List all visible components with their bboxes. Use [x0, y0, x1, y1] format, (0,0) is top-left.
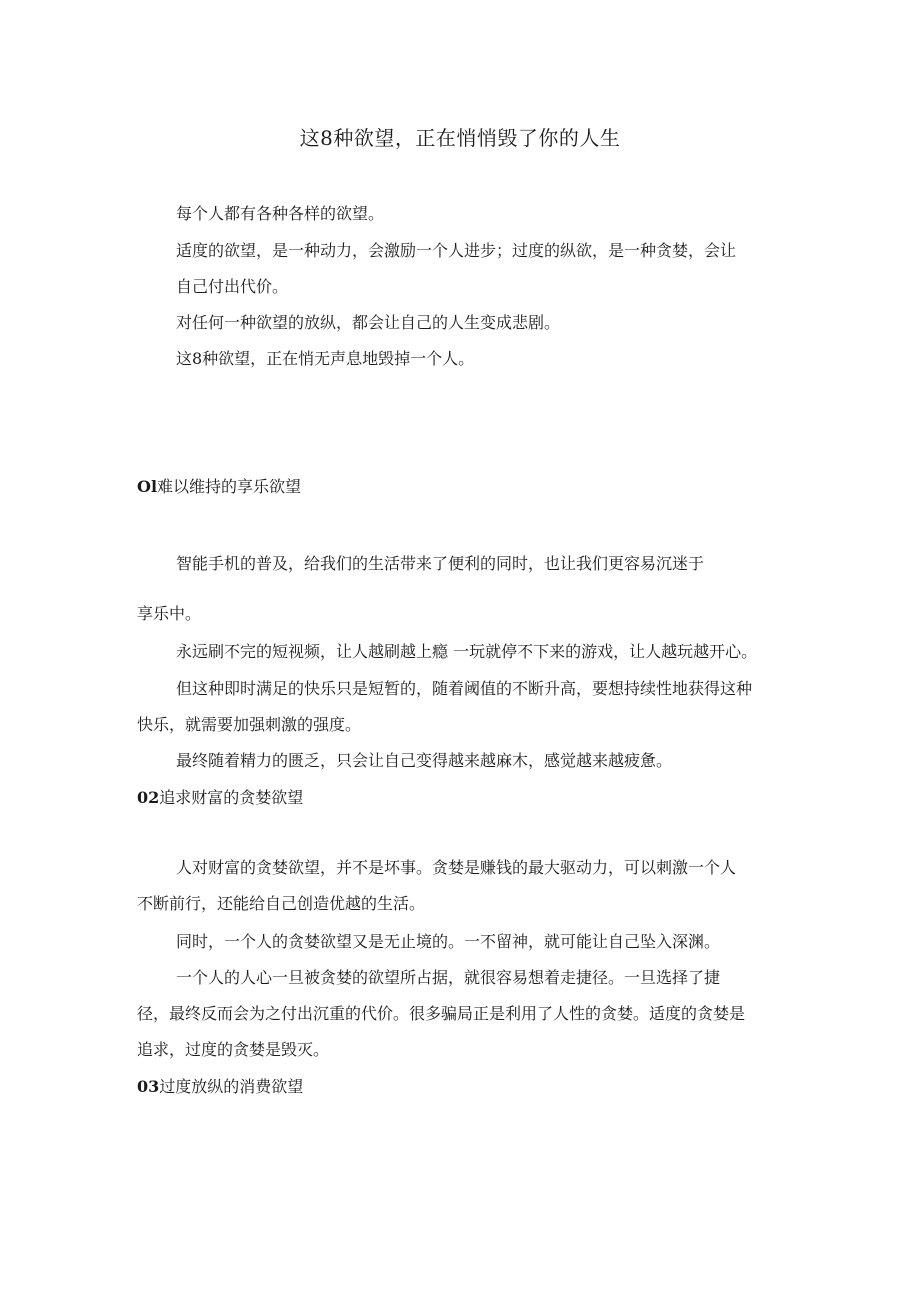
body-paragraph: 智能手机的普及，给我们的生活带来了便利的同时，也让我们更容易沉迷于 — [176, 554, 705, 573]
intro-paragraph: 自己付出代价。 — [176, 277, 289, 296]
section-title: 过度放纵的消费欲望 — [159, 1077, 304, 1096]
section-title: 追求财富的贪婪欲望 — [159, 788, 304, 807]
page-title: 这8种欲望，正在悄悄毁了你的人生 — [299, 126, 621, 150]
section-number: Ol — [137, 477, 158, 496]
section-number: 02 — [137, 788, 160, 807]
section-heading-03 — [137, 1076, 303, 1098]
body-paragraph: 追求，过度的贪婪是毁灭。 — [137, 1040, 330, 1059]
body-paragraph: 永远刷不完的短视频，让人越刷越上瘾 一玩就停不下来的游戏，让人越玩越开心。 — [176, 642, 758, 661]
body-paragraph: 一个人的人心一旦被贪婪的欲望所占据，就很容易想着走捷径。一旦选择了捷 — [176, 968, 721, 987]
intro-paragraph: 对任何一种欲望的放纵，都会让自己的人生变成悲剧。 — [176, 313, 561, 332]
body-paragraph: 快乐，就需要加强刺激的强度。 — [137, 715, 362, 734]
intro-paragraph: 适度的欲望，是一种动力，会激励一个人进步；过度的纵欲，是一种贪婪，会让 — [176, 241, 737, 260]
section-heading-02 — [137, 787, 303, 809]
section-heading-01 — [137, 476, 301, 498]
section-number: 03 — [137, 1077, 160, 1096]
body-paragraph: 享乐中。 — [137, 604, 202, 623]
body-paragraph: 径，最终反而会为之付出沉重的代价。很多骗局正是利用了人性的贪婪。适度的贪婪是 — [137, 1004, 746, 1023]
body-paragraph: 不断前行，还能给自己创造优越的生活。 — [137, 894, 426, 913]
intro-paragraph: 这8种欲望，正在悄无声息地毁掉一个人。 — [176, 349, 475, 368]
body-paragraph: 但这种即时满足的快乐只是短暂的，随着阈值的不断升高，要想持续性地获得这种 — [176, 679, 753, 698]
intro-paragraph: 每个人都有各种各样的欲望。 — [176, 204, 385, 223]
body-paragraph: 最终随着精力的匮乏，只会让自己变得越来越麻木，感觉越来越疲惫。 — [176, 751, 673, 770]
body-paragraph: 人对财富的贪婪欲望，并不是坏事。贪婪是赚钱的最大驱动力，可以刺激一个人 — [176, 858, 737, 877]
body-paragraph: 同时，一个人的贪婪欲望又是无止境的。一不留神，就可能让自己坠入深渊。 — [176, 932, 721, 951]
section-title: 难以维持的享乐欲望 — [157, 477, 302, 496]
